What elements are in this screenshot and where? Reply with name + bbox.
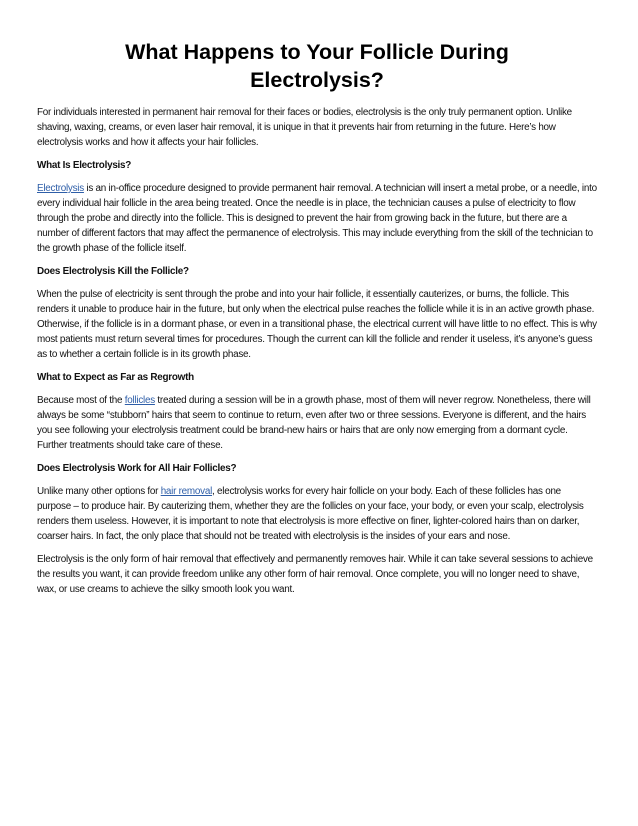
link-follicles[interactable]: follicles <box>124 395 155 406</box>
section-paragraph-what-is <box>37 181 597 256</box>
paragraph-text: Unlike many other options for <box>37 486 161 497</box>
section-heading-what-is: What Is Electrolysis? <box>37 160 132 171</box>
section-heading-regrowth: What to Expect as Far as Regrowth <box>37 372 194 383</box>
section-paragraph-regrowth <box>37 393 597 453</box>
intro-paragraph: For individuals interested in permanent hair removal for their faces or bodies, electrolysis is the only truly permanent option. Unlike shaving, waxing, creams, or even laser hair removal, it is unique in that it prevents hair from returning in the future. Here’s how electrolysis works and how it affects your hair follicles. <box>37 107 572 148</box>
link-hair-removal[interactable]: hair removal <box>160 486 213 497</box>
section-paragraph-all-follicles <box>37 484 597 544</box>
section-heading-all-follicles: Does Electrolysis Work for All Hair Follicles? <box>37 463 237 474</box>
paragraph-text: is an in-office procedure designed to provide permanent hair removal. A technician will insert a metal probe, or a needle, into every individual hair follicle in the area being treated. Once the needle is in place, the technician causes a pulse of electricity to flow through the probe and directly into the follicle. This is designed to prevent the hair from growing back in the future, but there are a number of different factors that may affect the permanence of electrolysis. This may include everything from the skill of the technician to the growth phase of the follicle itself. <box>37 183 597 254</box>
closing-paragraph: Electrolysis is the only form of hair removal that effectively and permanently removes hair. While it can take several sessions to achieve the results you want, it can provide freedom unlike any other form of hair removal. Once complete, you will no longer need to shave, wax, or use creams to achieve the silky smooth look you want. <box>37 554 593 595</box>
paragraph-text: Because most of the <box>37 395 125 406</box>
section-paragraph-kill-follicle: When the pulse of electricity is sent through the probe and into your hair follicle, it essentially cauterizes, or burns, the follicle. This renders it unable to produce hair in the future, but only when the electrical pulse reaches the follicle while it is in an active growth phase. Otherwise, if the follicle is in a dormant phase, or even in a transitional phase, the electrical current will have little to no effect. This is why most patients must return several times for procedures. Though the current can kill the follicle and render it useless, it’s anyone’s guess as to whether a certain follicle is in its growth phase. <box>37 289 597 360</box>
page-title: What Happens to Your Follicle During Electrolysis? <box>125 40 509 92</box>
paragraph-text: treated during a session will be in a growth phase, most of them will never regrow. Nonetheless, there will always be some “stubborn” hairs that seem to continue to return, even after two or three sessions. Everyone is different, and the hairs you see following your electrolysis treatment could be brand-new hairs or hairs that are only now emerging from a dormant cycle. Further treatments should take care of these. <box>37 395 591 451</box>
document-page <box>37 38 597 605</box>
paragraph-text: , electrolysis works for every hair follicle on your body. Each of these follicles has one purpose – to produce hair. By cauterizing them, whether they are the follicles on your face, your body, or even your scalp, electrolysis renders them useless. However, it is important to note that electrolysis is more effective on finer, lighter-colored hairs than on darker, coarser hairs. In fact, the only place that should not be treated with electrolysis is the insides of your ears and nose. <box>37 486 584 542</box>
link-electrolysis[interactable]: Electrolysis <box>37 183 84 194</box>
section-heading-kill-follicle: Does Electrolysis Kill the Follicle? <box>37 266 189 277</box>
